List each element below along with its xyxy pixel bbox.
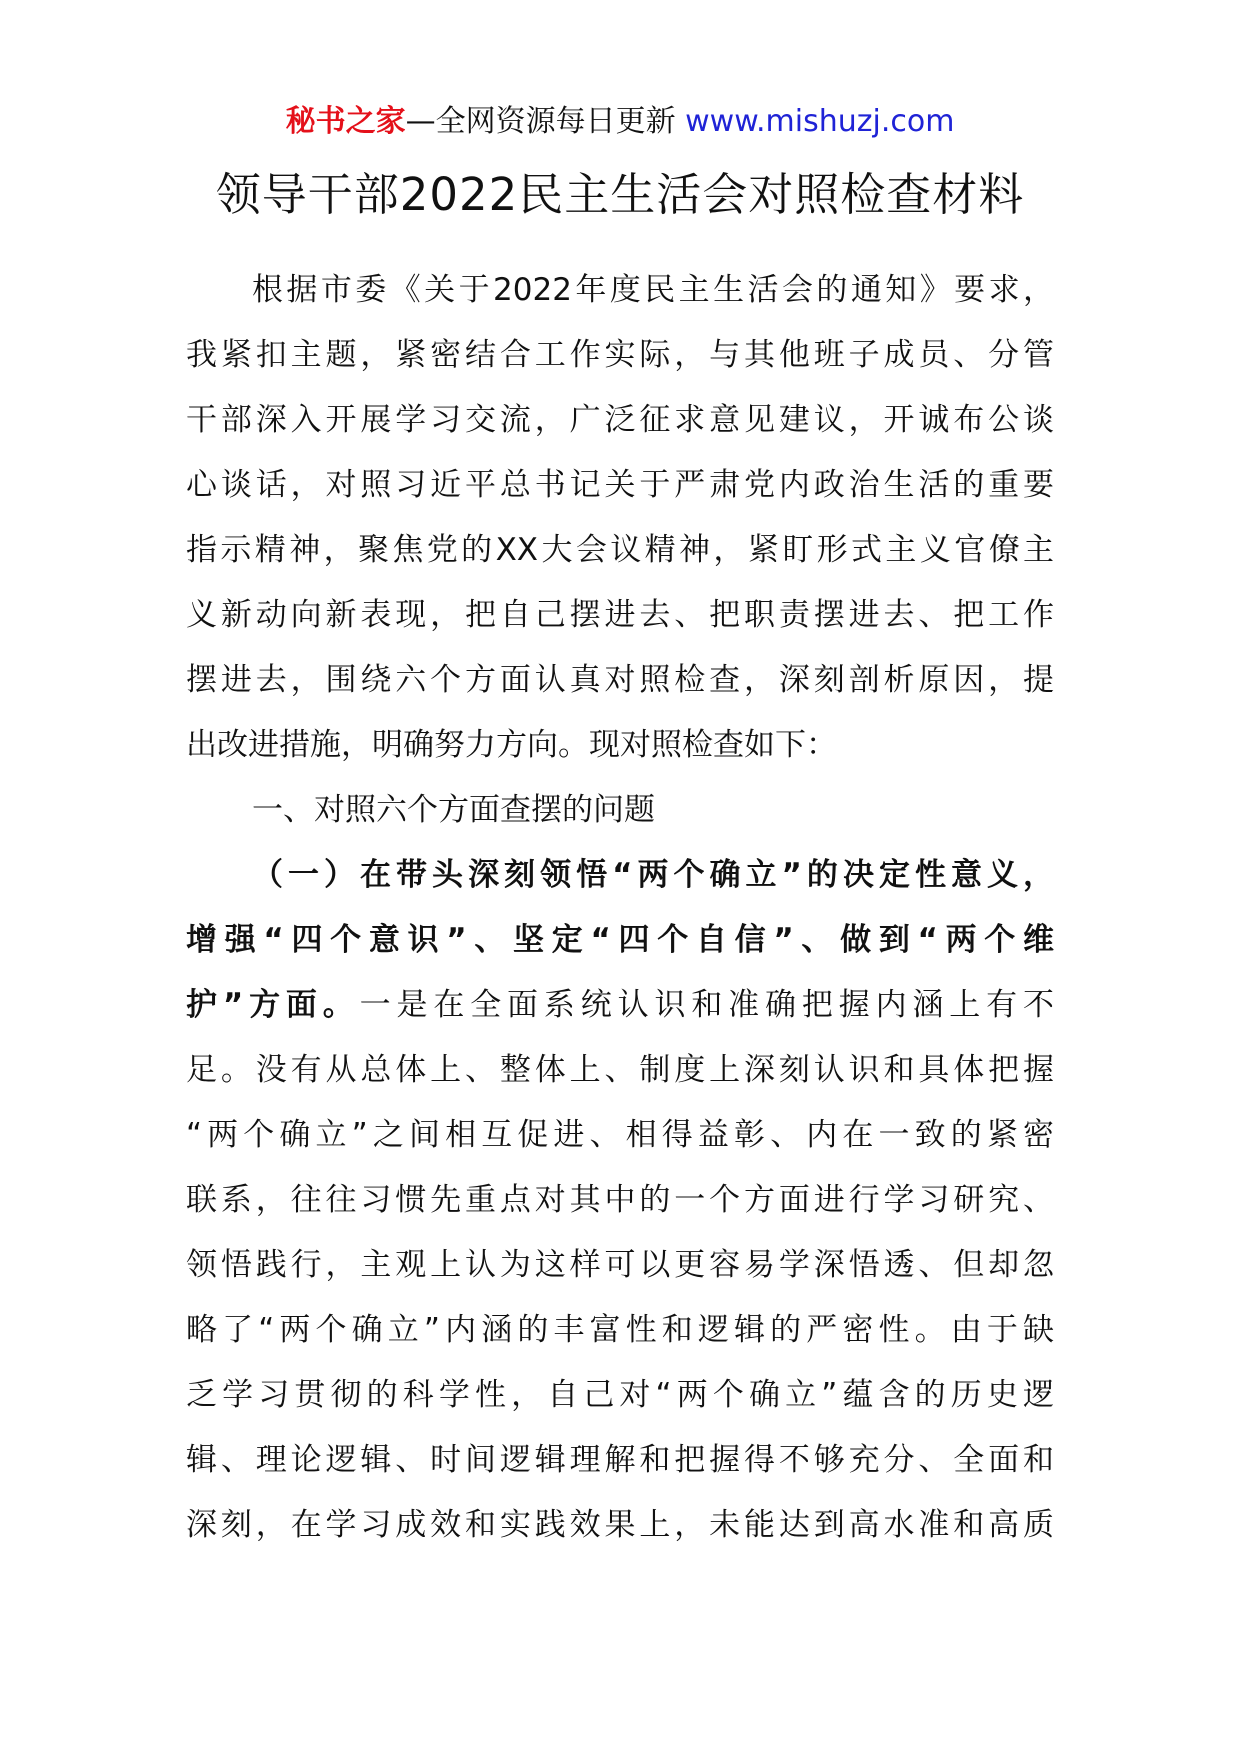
paragraph-line: 联系，往往习惯先重点对其中的一个方面进行学习研究、: [186, 1182, 1054, 1218]
paragraph-line: 根据市委《关于2022年度民主生活会的通知》要求，: [252, 272, 1054, 308]
subsection-heading-end: 护”方面。: [186, 987, 360, 1023]
document-body: [186, 258, 1054, 1558]
site-banner: [0, 100, 1240, 144]
paragraph-line: 出改进措施，明确努力方向。现对照检查如下：: [186, 727, 837, 763]
paragraph-line: [186, 973, 1054, 1038]
paragraph-line: 乏学习贯彻的科学性，自己对“两个确立”蕴含的历史逻: [186, 1377, 1054, 1413]
paragraph-line: 指示精神，聚焦党的XX大会议精神，紧盯形式主义官僚主: [186, 532, 1054, 568]
paragraph-line: 义新动向新表现，把自己摆进去、把职责摆进去、把工作: [186, 597, 1054, 633]
section-heading: 一、对照六个方面查摆的问题: [252, 792, 655, 828]
paragraph-line: 我紧扣主题，紧密结合工作实际，与其他班子成员、分管: [186, 337, 1054, 373]
paragraph-line: 干部深入开展学习交流，广泛征求意见建议，开诚布公谈: [186, 402, 1054, 438]
paragraph-text: 一是在全面系统认识和准确把握内涵上有不: [359, 987, 1054, 1023]
document-title: 领导干部2022民主生活会对照检查材料: [215, 168, 1025, 221]
paragraph-line: 深刻，在学习成效和实践效果上，未能达到高水准和高质: [186, 1507, 1054, 1543]
brand-name: 秘书之家: [285, 104, 406, 139]
paragraph-line: 略了“两个确立”内涵的丰富性和逻辑的严密性。由于缺: [186, 1312, 1054, 1348]
paragraph-line: 领悟践行，主观上认为这样可以更容易学深悟透、但却忽: [186, 1247, 1054, 1283]
subsection-heading-line: （一）在带头深刻领悟“两个确立”的决定性意义，: [252, 857, 1054, 893]
paragraph-line: 心谈话，对照习近平总书记关于严肃党内政治生活的重要: [186, 467, 1054, 503]
paragraph-line: “两个确立”之间相互促进、相得益彰、内在一致的紧密: [186, 1117, 1054, 1153]
paragraph-line: 辑、理论逻辑、时间逻辑理解和把握得不够充分、全面和: [186, 1442, 1054, 1478]
site-url-link[interactable]: www.mishuzj.com: [685, 104, 955, 139]
subsection-heading-line: 增强“四个意识”、坚定“四个自信”、做到“两个维: [186, 922, 1054, 958]
paragraph-line: 足。没有从总体上、整体上、制度上深刻认识和具体把握: [186, 1052, 1054, 1088]
paragraph-line: 摆进去，围绕六个方面认真对照检查，深刻剖析原因，提: [186, 662, 1054, 698]
banner-tagline: —全网资源每日更新: [405, 104, 676, 139]
